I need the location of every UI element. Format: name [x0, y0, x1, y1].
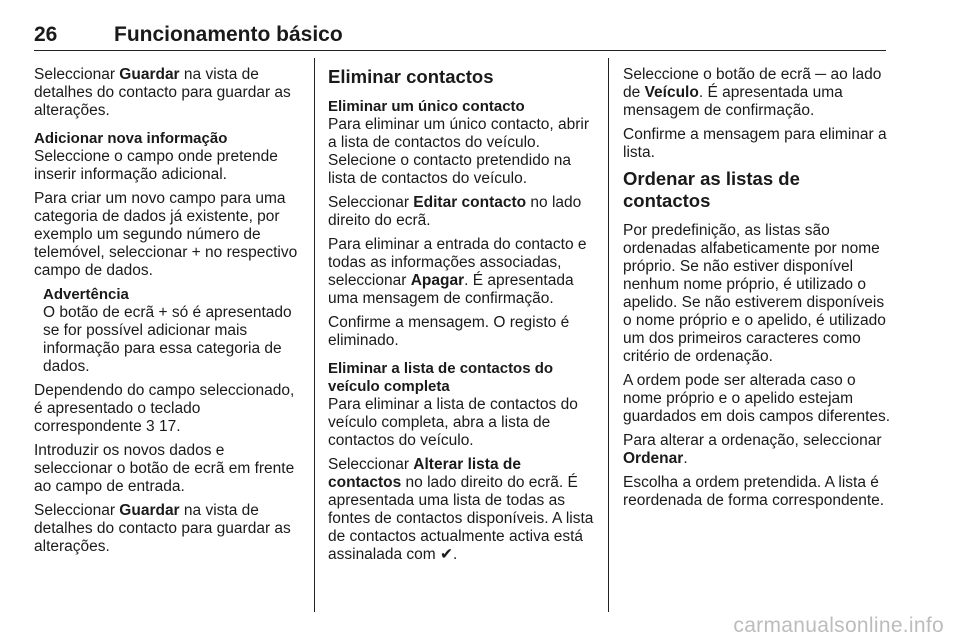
page-title: Funcionamento básico — [114, 23, 343, 46]
note-title: Advertência — [43, 286, 129, 303]
paragraph: Seleccionar Guardar na vista de detalhes do contacto para guardar as alterações. — [34, 66, 291, 119]
paragraph: Introduzir os novos dados e seleccionar o botão de ecrã em frente ao campo de entrada. — [34, 442, 295, 495]
checkmark-icon: ✔ — [440, 546, 454, 563]
paragraph: Por predefinição, as listas são ordenadas alfabeticamente por nome próprio. Se não estiver disponível nenhum nome próprio, é utilizado o apelido. Se não estiverem disponíveis o nome próprio e o apelido, é utilizado um dos primeiros caracteres como critério de ordenação. — [623, 222, 886, 365]
plus-icon: + — [191, 244, 201, 261]
ui-term: Apagar — [410, 272, 465, 289]
paragraph: Para criar um novo campo para uma categoria de dados já existente, por exemplo um segundo número de telemóvel, seleccionar + no respectivo campo de dados. — [34, 190, 298, 279]
minus-icon: ─ — [815, 66, 827, 83]
paragraph: Seleccionar Alterar lista de contactos no lado direito do ecrã. É apresentada uma lista de todas as fontes de contactos disponíveis. A lista de contactos actualmente activa está assinalada com ✔. — [328, 456, 594, 563]
ui-term: Alterar lista de contactos — [328, 456, 521, 491]
paragraph: Para eliminar a lista de contactos do veículo completa, abra a lista de contactos do veículo. — [328, 396, 578, 449]
ui-term: Editar contacto — [413, 194, 527, 211]
page-number: 26 — [34, 23, 58, 46]
note-text: O botão de ecrã + só é apresentado se for possível adicionar mais informação para essa categoria de dados. — [43, 304, 292, 375]
paragraph: Confirme a mensagem para eliminar a lista. — [623, 126, 887, 161]
paragraph: Para alterar a ordenação, seleccionar Ordenar. — [623, 432, 882, 467]
column-2 — [328, 66, 596, 570]
subsection-heading: Eliminar a lista de contactos do veículo completa — [328, 360, 554, 395]
column-divider-2 — [608, 58, 609, 612]
section-heading: Adicionar nova informação — [34, 130, 228, 147]
paragraph: Seleccione o botão de ecrã ─ ao lado de Veículo. É apresentada uma mensagem de confirmação. — [623, 66, 882, 119]
paragraph: Para eliminar a entrada do contacto e todas as informações associadas, seleccionar Apagar. É apresentada uma mensagem de confirmação. — [328, 236, 587, 307]
paragraph: Seleccione o campo onde pretende inserir informação adicional. — [34, 148, 278, 183]
column-3 — [623, 66, 891, 516]
paragraph: Para eliminar um único contacto, abrir a lista de contactos do veículo. Selecione o contacto pretendido na lista de contactos do veículo. — [328, 116, 590, 187]
page-reference-icon: 3 — [146, 418, 155, 435]
paragraph: A ordem pode ser alterada caso o nome próprio e o apelido estejam guardados em dois campos diferentes. — [623, 372, 891, 425]
ui-term: Guardar — [119, 502, 180, 519]
ui-term: Veículo — [644, 84, 699, 101]
paragraph: Confirme a mensagem. O registo é eliminado. — [328, 314, 570, 349]
ui-term: Guardar — [119, 66, 180, 83]
page-header — [34, 22, 886, 51]
column-1 — [34, 66, 302, 562]
subsection-heading: Eliminar um único contacto — [328, 98, 525, 115]
column-divider-1 — [314, 58, 315, 612]
paragraph: Seleccionar Editar contacto no lado direito do ecrã. — [328, 194, 582, 229]
ui-term: Ordenar — [623, 450, 684, 467]
section-heading: Eliminar contactos — [328, 66, 494, 87]
section-heading: Ordenar as listas de contactos — [623, 168, 800, 211]
watermark: carmanualsonline.info — [733, 614, 944, 637]
paragraph: Dependendo do campo seleccionado, é apresentado o teclado correspondente 3 17. — [34, 382, 295, 435]
paragraph: Escolha a ordem pretendida. A lista é reordenada de forma correspondente. — [623, 474, 885, 509]
note-box — [34, 286, 302, 376]
paragraph: Seleccionar Guardar na vista de detalhes do contacto para guardar as alterações. — [34, 502, 291, 555]
plus-icon: + — [158, 304, 168, 321]
